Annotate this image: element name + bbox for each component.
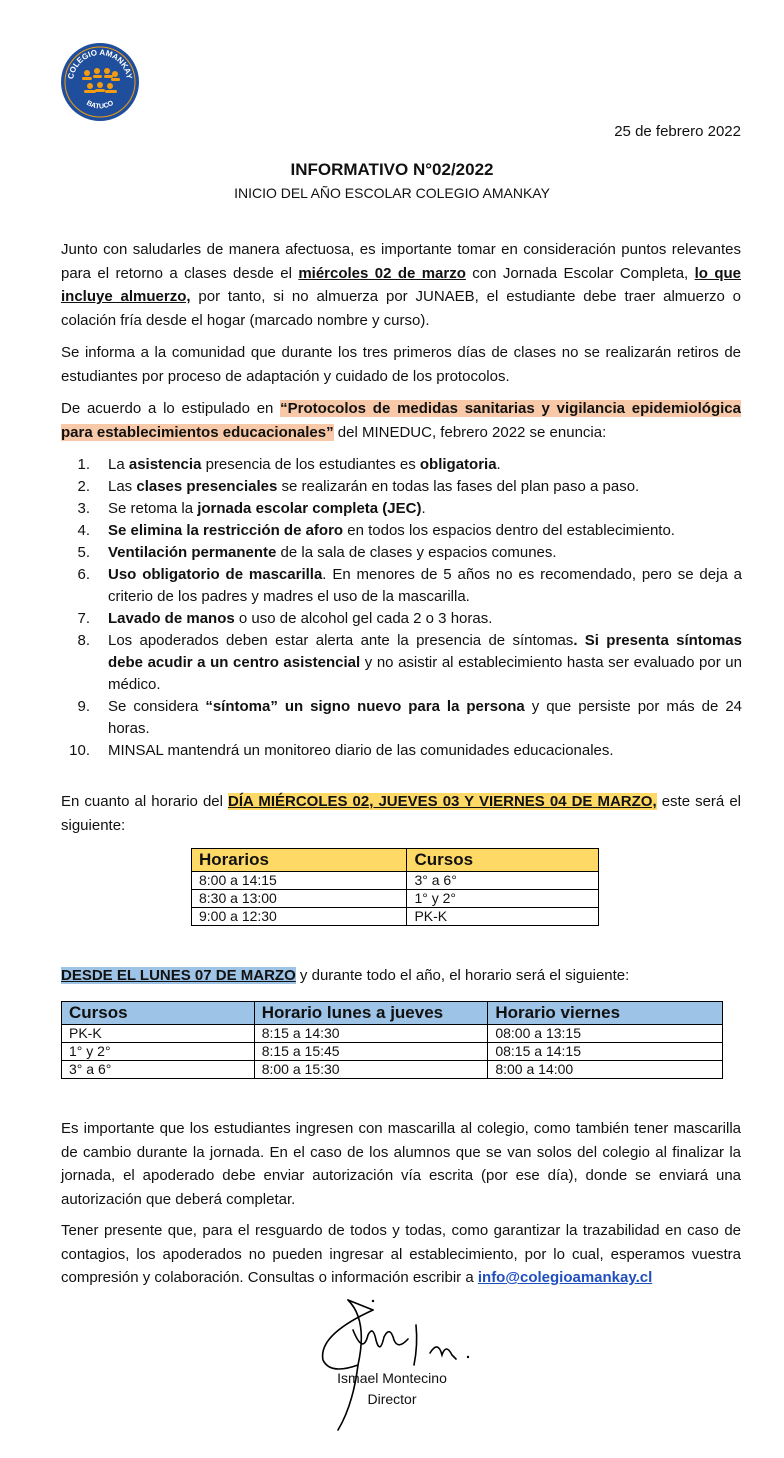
start-date-text: miércoles 02 de marzo <box>298 264 466 282</box>
list-item-number: 4. <box>77 522 90 539</box>
list-item-number: 8. <box>77 632 90 649</box>
list-item-text: Ventilación permanente de la sala de clases y espacios comunes. <box>108 544 557 561</box>
list-item-number: 9. <box>77 698 90 715</box>
withdrawal-paragraph: Se informa a la comunidad que durante los tres primeros días de clases no se realizarán retiros de estudiantes por proceso de adaptación y cuidado de los protocolos. <box>61 344 741 385</box>
table-cell: 8:15 a 14:30 <box>254 1025 488 1043</box>
svg-text:BATUCO: BATUCO <box>85 99 115 111</box>
list-item <box>54 542 742 564</box>
list-item-text: Uso obligatorio de mascarilla. En menores de 5 años no es recomendado, pero se deja a criterio de los padres y madres el uso de la mascarilla. <box>108 566 742 605</box>
table-row <box>62 1061 723 1079</box>
table-cell: 3° a 6° <box>62 1061 255 1079</box>
list-item-number: 1. <box>77 456 90 473</box>
table-cell: 9:00 a 12:30 <box>192 908 407 926</box>
list-item-text: Los apoderados deben estar alerta ante la presencia de síntomas. Si presenta síntomas debe acudir a un centro asistencial y no asistir al establecimiento hasta ser evaluado por un médico. <box>108 632 742 693</box>
table-header: Cursos <box>407 849 599 872</box>
list-item-number: 10. <box>69 742 90 759</box>
table-cell: 8:30 a 13:00 <box>192 890 407 908</box>
table-row <box>62 1043 723 1061</box>
table-header: Cursos <box>62 1002 255 1025</box>
yearly-schedule-intro: DESDE EL LUNES 07 DE MARZO y durante todo el año, el horario será el siguiente: <box>61 967 630 984</box>
list-item-number: 2. <box>77 478 90 495</box>
list-item-text: Las clases presenciales se realizarán en todas las fases del plan paso a paso. <box>108 478 640 495</box>
list-item <box>54 476 742 498</box>
signatory-name: Ismael Montecino <box>337 1370 447 1386</box>
list-item <box>54 740 742 762</box>
list-item-number: 7. <box>77 610 90 627</box>
list-item <box>54 520 742 542</box>
table-cell: 3° a 6° <box>407 872 599 890</box>
mask-paragraph: Es importante que los estudiantes ingresen con mascarilla al colegio, como también tener mascarilla de cambio durante la jornada. En el caso de los alumnos que se van solos del colegio al finalizar la jornada, el apoderado debe enviar autorización vía escrita (por ese día), donde se enviará una autorización que deberá completar. <box>61 1120 741 1208</box>
closing-paragraph: Tener presente que, para el resguardo de todos y todas, como garantizar la trazabilidad en caso de contagios, los apoderados no pueden ingresar al establecimiento, por lo cual, esperamos vuestra compresión y colaboración. Consultas o información escribir a info@colegioamankay.cl <box>61 1222 741 1286</box>
table-row <box>192 872 599 890</box>
signatory-role: Director <box>367 1391 417 1407</box>
table-cell: PK-K <box>62 1025 255 1043</box>
table-cell: PK-K <box>407 908 599 926</box>
svg-text:COLEGIO AMANKAY: COLEGIO AMANKAY <box>66 47 134 80</box>
lunch-note-text: lo que incluye almuerzo, <box>61 264 741 305</box>
document-date: 25 de febrero 2022 <box>614 123 741 140</box>
first-days-highlight: DÍA MIÉRCOLES 02, JUEVES 03 Y VIERNES 04 DE MARZO, <box>228 793 657 810</box>
list-item-text: Se considera “síntoma” un signo nuevo para la persona y que persiste por más de 24 horas. <box>108 698 743 737</box>
protocol-title-highlight: “Protocolos de medidas sanitarias y vigilancia epidemiológica para establecimientos educacionales” <box>61 400 741 441</box>
list-item <box>54 630 742 696</box>
first-days-schedule-table <box>191 848 599 926</box>
document-title: INFORMATIVO N°02/2022 <box>290 160 494 179</box>
from-monday-highlight: DESDE EL LUNES 07 DE MARZO <box>61 967 296 984</box>
table-header-row <box>62 1002 723 1025</box>
school-logo <box>60 42 140 122</box>
table-cell: 08:00 a 13:15 <box>488 1025 723 1043</box>
intro-paragraph: Junto con saludarles de manera afectuosa, es importante tomar en consideración puntos relevantes para el retorno a clases desde el miércoles 02 de marzo con Jornada Escolar Completa, lo que incluye almuerzo, por tanto, si no almuerza por JUNAEB, el estudiante debe traer almuerzo o colación fría desde el hogar (marcado nombre y curso). <box>61 241 742 329</box>
list-item-number: 6. <box>77 566 90 583</box>
list-item <box>54 498 742 520</box>
table-cell: 08:15 a 14:15 <box>488 1043 723 1061</box>
list-item-number: 5. <box>77 544 90 561</box>
table-header: Horarios <box>192 849 407 872</box>
protocol-paragraph: De acuerdo a lo estipulado en “Protocolos de medidas sanitarias y vigilancia epidemiológica para establecimientos educacionales” del MINEDUC, febrero 2022 se enuncia: <box>61 400 741 441</box>
list-item <box>54 608 742 630</box>
table-row <box>62 1025 723 1043</box>
schedule-intro-paragraph: En cuanto al horario del DÍA MIÉRCOLES 02, JUEVES 03 Y VIERNES 04 DE MARZO, este será el siguiente: <box>61 793 741 834</box>
contact-email-link[interactable]: info@colegioamankay.cl <box>477 1269 653 1286</box>
table-header: Horario viernes <box>488 1002 723 1025</box>
list-item <box>54 696 742 740</box>
table-cell: 8:15 a 15:45 <box>254 1043 488 1061</box>
document-subtitle: INICIO DEL AÑO ESCOLAR COLEGIO AMANKAY <box>234 185 550 201</box>
signature-scribble <box>318 1295 488 1435</box>
table-header-row <box>192 849 599 872</box>
table-cell: 1° y 2° <box>62 1043 255 1061</box>
table-cell: 8:00 a 15:30 <box>254 1061 488 1079</box>
list-item-text: Se elimina la restricción de aforo en todos los espacios dentro del establecimiento. <box>108 522 675 539</box>
yearly-schedule-table <box>61 1001 723 1079</box>
list-item <box>54 564 742 608</box>
list-item-text: Lavado de manos o uso de alcohol gel cada 2 o 3 horas. <box>108 610 493 627</box>
table-cell: 8:00 a 14:15 <box>192 872 407 890</box>
table-row <box>192 890 599 908</box>
table-cell: 1° y 2° <box>407 890 599 908</box>
list-item <box>54 454 742 476</box>
list-item-text: Se retoma la jornada escolar completa (JEC). <box>108 500 426 517</box>
list-item-text: MINSAL mantendrá un monitoreo diario de las comunidades educacionales. <box>108 742 614 759</box>
table-cell: 8:00 a 14:00 <box>488 1061 723 1079</box>
list-item-text: La asistencia presencia de los estudiantes es obligatoria. <box>108 456 501 473</box>
list-item-number: 3. <box>77 500 90 517</box>
measures-list <box>54 454 742 762</box>
table-header: Horario lunes a jueves <box>254 1002 488 1025</box>
table-row <box>192 908 599 926</box>
